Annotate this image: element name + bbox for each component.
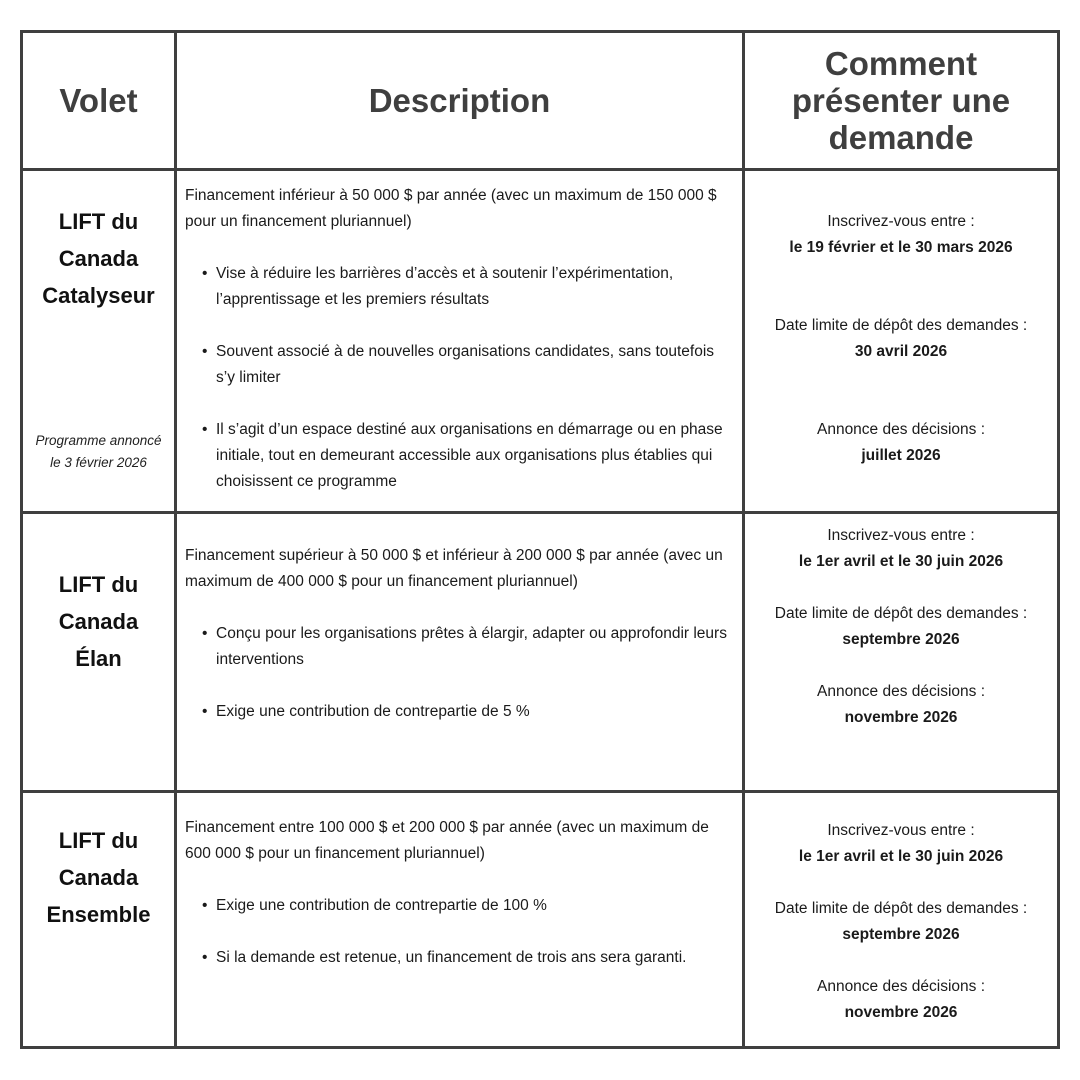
registration-period [745,818,1057,870]
decision-announcement [745,974,1057,1026]
stream-name [23,203,174,314]
deadline-date: 30 avril 2026 [854,343,948,360]
decision-label: Annonce des décisions : [816,421,986,438]
stream-name-line: LIFT du [58,209,139,234]
bullet-list [185,261,736,495]
row-ensemble-how [745,793,1057,1046]
submission-deadline [745,313,1057,365]
registration-period [745,523,1057,575]
deadline-label: Date limite de dépôt des demandes : [774,900,1028,917]
announcement-note [23,430,174,474]
row-ensemble-volet [23,793,174,1046]
stream-name-line: LIFT du [58,828,139,853]
bullet-list [185,621,736,725]
stream-name-line: Catalyseur [42,283,155,308]
decision-date: novembre 2026 [844,709,958,726]
submission-deadline [745,896,1057,948]
funding-summary: Financement entre 100 000 $ et 200 000 $ par année (avec un maximum de 600 000 $ pour un financement pluriannuel) [185,819,709,862]
header-how-line: demande [828,119,974,156]
row-catalyseur-how [745,171,1057,511]
row-elan-how [745,514,1057,790]
header-how-line: Comment [824,45,978,82]
deadline-label: Date limite de dépôt des demandes : [774,605,1028,622]
decision-label: Annonce des décisions : [816,978,986,995]
announcement-note-line: le 3 février 2026 [50,455,147,470]
header-volet [23,33,174,168]
stream-name-line: Canada [58,246,139,271]
decision-announcement [745,417,1057,469]
description-block [185,543,736,725]
list-item: • Vise à réduire les barrières d’accès et à soutenir l’expérimentation, l’apprentissage et les premiers résultats [185,261,736,313]
registration-label: Inscrivez-vous entre : [827,822,975,839]
registration-dates: le 1er avril et le 30 juin 2026 [798,848,1004,865]
header-how-line: présenter une [791,82,1011,119]
list-item: • Il s’agit d’un espace destiné aux organisations en démarrage ou en phase initiale, tout en demeurant accessible aux organisations plus établies qui choisissent ce programme [185,417,736,495]
registration-label: Inscrivez-vous entre : [827,527,975,544]
registration-label: Inscrivez-vous entre : [827,213,975,230]
registration-dates: le 1er avril et le 30 juin 2026 [798,553,1004,570]
program-table [20,30,1060,1049]
list-item: • Souvent associé à de nouvelles organisations candidates, sans toutefois s’y limiter [185,339,736,391]
funding-summary: Financement supérieur à 50 000 $ et inférieur à 200 000 $ par année (avec un maximum de 400 000 $ pour un financement pluriannuel) [185,547,723,590]
list-item: • Exige une contribution de contrepartie de 100 % [185,893,736,919]
stream-name [23,566,174,677]
registration-dates: le 19 février et le 30 mars 2026 [789,239,1013,256]
stream-name [23,822,174,933]
decision-label: Annonce des décisions : [816,683,986,700]
stream-name-line: Canada [58,865,139,890]
description-block [185,815,736,971]
funding-summary: Financement inférieur à 50 000 $ par année (avec un maximum de 150 000 $ pour un financement pluriannuel) [185,187,717,230]
header-description [177,33,742,168]
deadline-date: septembre 2026 [842,926,960,943]
header-volet-label: Volet [59,82,138,119]
row-catalyseur-volet [23,171,174,511]
row-elan-volet [23,514,174,790]
header-how-to-apply [745,33,1057,168]
row-catalyseur-description [177,171,742,511]
submission-deadline [745,601,1057,653]
list-item: • Si la demande est retenue, un financement de trois ans sera garanti. [185,945,736,971]
decision-date: juillet 2026 [861,447,941,464]
registration-period [745,209,1057,261]
deadline-date: septembre 2026 [842,631,960,648]
decision-announcement [745,679,1057,731]
stream-name-line: Élan [75,646,122,671]
header-description-label: Description [368,82,551,119]
row-elan-description [177,514,742,790]
deadline-label: Date limite de dépôt des demandes : [774,317,1028,334]
stream-name-line: Canada [58,609,139,634]
stream-name-line: Ensemble [46,902,151,927]
decision-date: novembre 2026 [844,1004,958,1021]
description-block [185,183,736,495]
list-item: • Conçu pour les organisations prêtes à élargir, adapter ou approfondir leurs interventions [185,621,736,673]
announcement-note-line: Programme annoncé [35,433,162,448]
list-item: • Exige une contribution de contrepartie de 5 % [185,699,736,725]
stream-name-line: LIFT du [58,572,139,597]
row-ensemble-description [177,793,742,1046]
bullet-list [185,893,736,971]
